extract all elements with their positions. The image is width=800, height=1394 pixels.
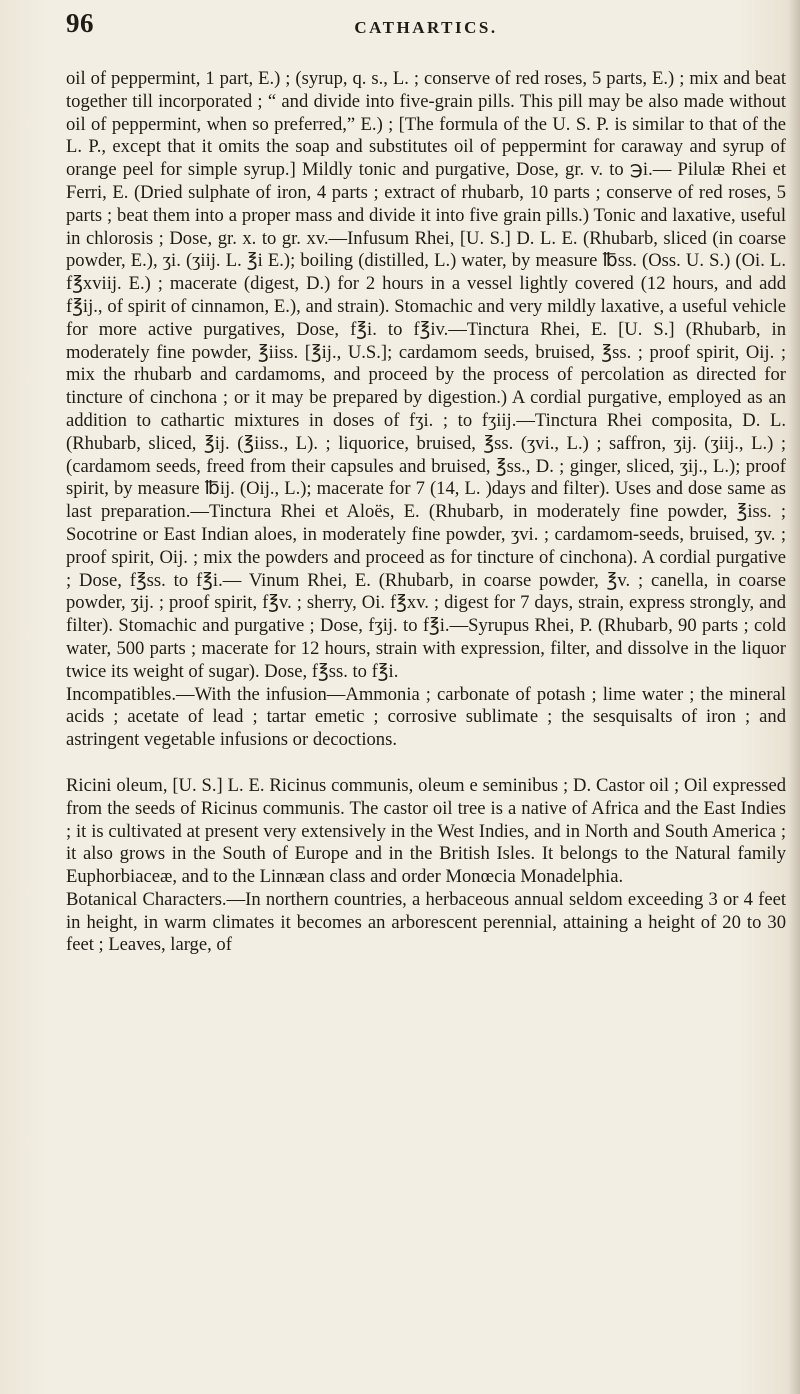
page-edge-shadow: [788, 0, 800, 1394]
running-title: CATHARTICS.: [354, 18, 498, 37]
paragraph-rhubarb-preparations: oil of peppermint, 1 part, E.) ; (syrup, q. s., L. ; conserve of red roses, 5 parts, E.) ; mix and beat together till incorporated ; “ and divide into five-grain pills. This pill may be also made without oil of peppermint, when so preferred,” E.) ; [The formula of the U. S. P. is similar to that of the L. P., except that it omits the soap and substitutes oil of peppermint for caraway and syrup of orange peel for simple syrup.] Mildly tonic and purgative, Dose, gr. v. to ℈i.— Pilulæ Rhei et Ferri, E. (Dried sulphate of iron, 4 parts ; extract of rhubarb, 10 parts ; conserve of red roses, 5 parts ; beat them into a proper mass and divide it into five grain pills.) Tonic and laxative, useful in chlorosis ; Dose, gr. x. to gr. xv.—Infusum Rhei, [U. S.] D. L. E. (Rhubarb, sliced (in coarse powder, E.), ʒi. (ʒiij. L. ℥i E.); boiling (distilled, L.) water, by measure ℔ss. (Oss. U. S.) (Oi. L. f℥xviij. E.) ; macerate (digest, D.) for 2 hours in a vessel lightly covered (12 hours, and add f℥ij., of spirit of cinnamon, E.), and strain). Stomachic and very mildly laxative, a useful vehicle for more active purgatives, Dose, f℥i. to f℥iv.—Tinctura Rhei, E. [U. S.] (Rhubarb, in moderately fine powder, ℥iiss. [℥ij., U.S.]; cardamom seeds, bruised, ℥ss. ; proof spirit, Oij. ; mix the rhubarb and cardamoms, and proceed by the process of percolation as directed for tincture of cinchona ; or it may be prepared by digestion.) A cordial purgative, employed as an addition to cathartic mixtures in doses of fʒi. ; to fʒiij.—Tinctura Rhei composita, D. L. (Rhubarb, sliced, ℥ij. (℥iiss., L). ; liquorice, bruised, ℥ss. (ʒvi., L.) ; saffron, ʒij. (ʒiij., L.) ; (cardamom seeds, freed from their capsules and bruised, ℥ss., D. ; ginger, sliced, ʒij., L.); proof spirit, by measure ℔ij. (Oij., L.); macerate for 7 (14, L. )days and filter). Uses and dose same as last preparation.—Tinctura Rhei et Aloës, E. (Rhubarb, in moderately fine powder, ℥iss. ; Socotrine or East Indian aloes, in moderately fine powder, ʒvi. ; cardamom-seeds, bruised, ʒv. ; proof spirit, Oij. ; mix the powders and proceed as for tincture of cinchona). A cordial purgative ; Dose, f℥ss. to f℥i.— Vinum Rhei, E. (Rhubarb, in coarse powder, ℥v. ; canella, in coarse powder, ʒij. ; proof spirit, f℥v. ; sherry, Oi. f℥xv. ; digest for 7 days, strain, express strongly, and filter). Stomachic and purgative ; Dose, fʒij. to f℥i.—Syrupus Rhei, P. (Rhubarb, 90 parts ; cold water, 500 parts ; macerate for 12 hours, strain with expression, filter, and dissolve in the liquor twice its weight of sugar). Dose, f℥ss. to f℥i.: [66, 68, 786, 682]
paragraph-botanical-characters: Botanical Characters.—In northern countries, a herbaceous annual seldom exceeding 3 or 4 feet in height, in warm climates it becomes an arborescent perennial, attaining a height of 20 to 30 feet ; Leaves, large, of: [66, 888, 786, 956]
page-number: 96: [66, 8, 94, 38]
paragraph-ricini-oleum: Ricini oleum, [U. S.] L. E. Ricinus communis, oleum e seminibus ; D. Castor oil ; Oil expressed from the seeds of Ricinus communis. The castor oil tree is a native of Africa and the East Indies ; it is cultivated at present very extensively in the West Indies, and in North and South America ; it also grows in the South of Europe and in the British Isles. It belongs to the Natural family Euphorbiaceæ, and to the Linnæan class and order Monœcia Monadelphia.: [66, 774, 786, 888]
page-header: [66, 8, 786, 44]
paragraph-incompatibles: Incompatibles.—With the infusion—Ammonia ; carbonate of potash ; lime water ; the mineral acids ; acetate of lead ; tartar emetic ; corrosive sublimate ; the sesquisalts of iron ; and astringent vegetable infusions or decoctions.: [66, 683, 786, 751]
page-body: [66, 68, 786, 957]
